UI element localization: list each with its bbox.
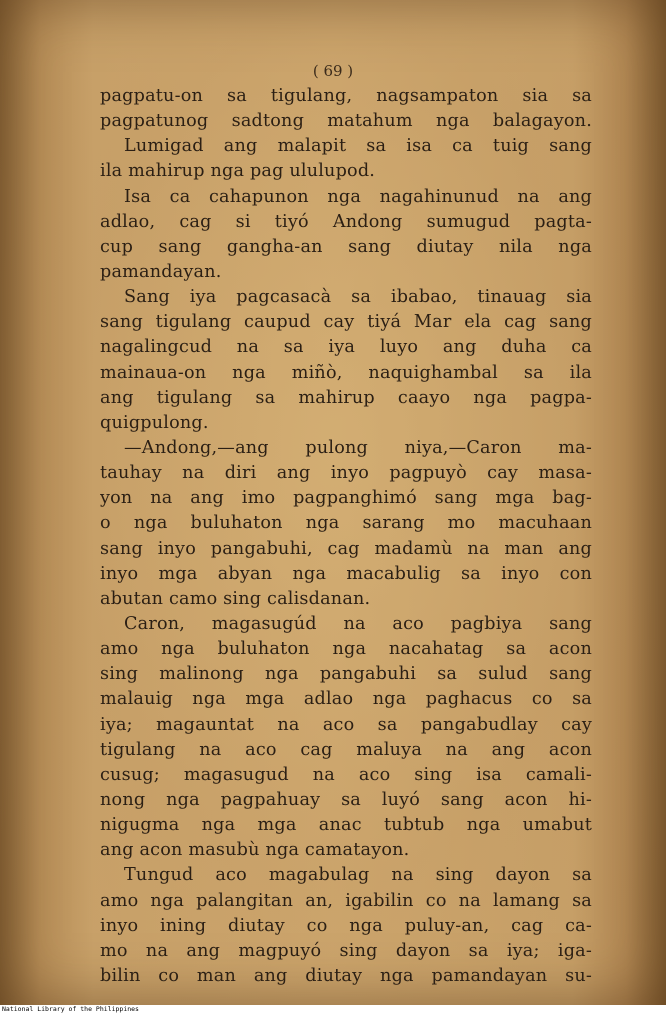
text-line: Sang iya pagcasacà sa ibabao, tinauag sia — [124, 287, 592, 308]
text-line: nong nga pagpahuay sa luyó sang acon hi- — [100, 789, 592, 810]
text-line: mo na ang magpuyó sing dayon sa iya; iga- — [100, 940, 592, 961]
text-line: inyo mga abyan nga macabulig sa inyo con — [100, 563, 592, 584]
text-line: Caron, magasugúd na aco pagbiya sang — [124, 613, 592, 634]
text-line: Lumigad ang malapit sa isa ca tuig sang — [124, 136, 592, 157]
text-line: ila mahirup nga pag ululupod. — [100, 161, 376, 182]
text-line: mainaua-on nga miñò, naquighambal sa ila — [100, 362, 592, 383]
text-line: cup sang gangha-an sang diutay nila nga — [100, 236, 592, 257]
text-line: amo nga buluhaton nga nacahatag sa acon — [100, 639, 592, 660]
page-body-text — [100, 84, 592, 989]
text-line: malauig nga mga adlao nga paghacus co sa — [100, 689, 592, 710]
text-line: yon na ang imo pagpanghimó sang mga bag- — [100, 488, 592, 509]
text-line: o nga buluhaton nga sarang mo macuhaan — [100, 513, 592, 534]
text-line: tauhay na diri ang inyo pagpuyò cay masa- — [100, 463, 592, 484]
text-line: nigugma nga mga anac tubtub nga umabut — [100, 815, 592, 836]
text-line: sang tigulang caupud cay tiyá Mar ela cag sang — [100, 312, 592, 333]
text-line: abutan camo sing calisdanan. — [100, 588, 371, 609]
text-line: ang tigulang sa mahirup caayo nga pagpa- — [100, 387, 592, 408]
library-credit: National Library of the Philippines — [2, 1005, 139, 1013]
text-line: pagpatunog sadtong matahum nga balagayon. — [100, 111, 592, 132]
text-line: ang acon masubù nga camatayon. — [100, 840, 410, 861]
text-line: bilin co man ang diutay nga pamandayan su- — [100, 965, 592, 986]
text-line: sing malinong nga pangabuhi sa sulud sang — [100, 664, 592, 685]
text-line: iya; magauntat na aco sa pangabudlay cay — [100, 714, 592, 735]
text-line: quigpulong. — [100, 412, 209, 433]
text-line: pamandayan. — [100, 261, 222, 282]
text-line: sang inyo pangabuhi, cag madamù na man ang — [100, 538, 592, 559]
text-line: cusug; magasugud na aco sing isa camali- — [100, 764, 592, 785]
text-line: tigulang na aco cag maluya na ang acon — [100, 739, 592, 760]
text-line: inyo ining diutay co nga puluy-an, cag ca- — [100, 915, 592, 936]
text-line: amo nga palangitan an, igabilin co na lamang sa — [100, 890, 592, 911]
text-line: —Andong,—ang pulong niya,—Caron ma- — [124, 437, 592, 458]
text-line: pagpatu-on sa tigulang, nagsampaton sia sa — [100, 86, 592, 106]
text-line: Tungud aco magabulag na sing dayon sa — [124, 865, 592, 886]
page-number: ( 69 ) — [312, 62, 354, 80]
text-line: Isa ca cahapunon nga nagahinunud na ang — [124, 186, 592, 207]
text-line: nagalingcud na sa iya luyo ang duha ca — [100, 337, 592, 358]
text-line: adlao, cag si tiyó Andong sumugud pagta- — [100, 211, 592, 232]
